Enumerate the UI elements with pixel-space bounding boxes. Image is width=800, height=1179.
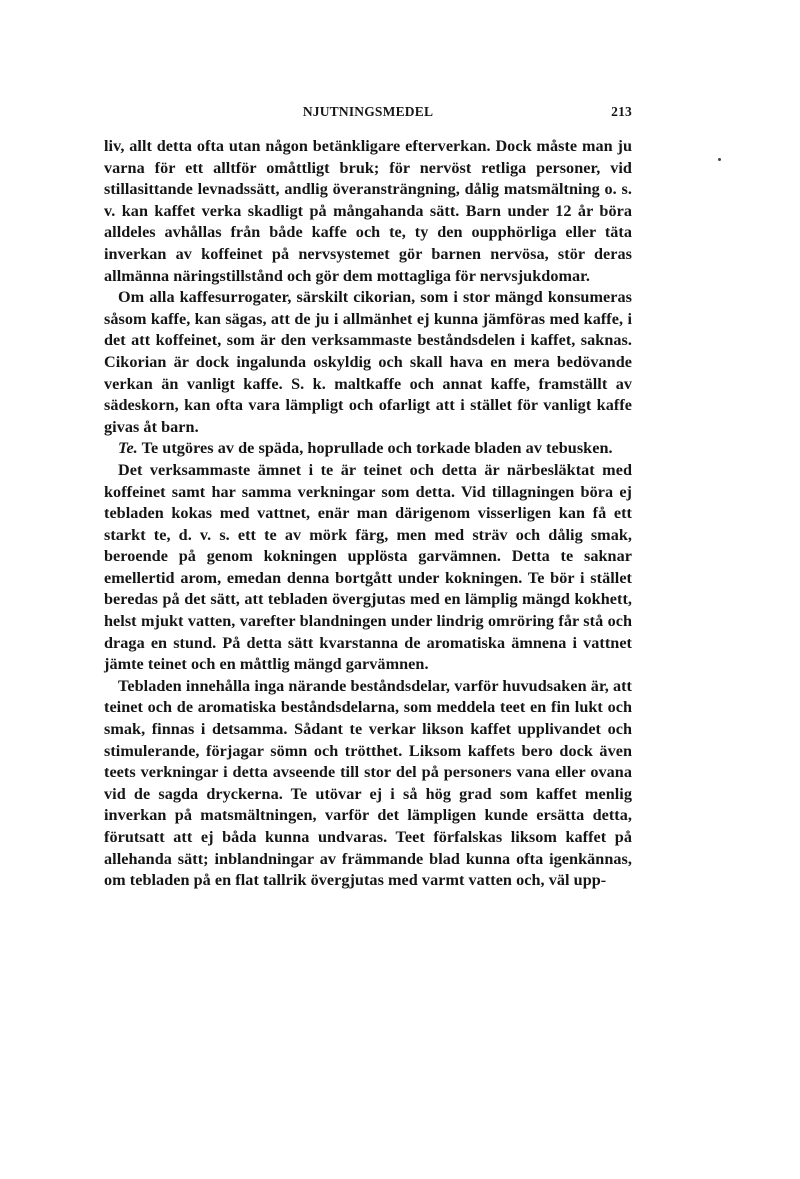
section-term-tea: Te. — [118, 439, 138, 458]
paragraph-tea-preparation — [104, 460, 632, 676]
paragraph-coffee-substitutes — [104, 287, 632, 438]
paragraph-tea-effects — [104, 676, 632, 892]
paragraph-text: Om alla kaffesurrogater, särskilt cikorian, som i stor mängd konsumeras såsom kaffe, kan sägas, att de ju i allmänhet ej kunna jämföras med kaffe, i det att koffeinet, som är den verksammaste beståndsdelen i kaffet, saknas. Cikorian är dock ingalunda oskyldig och skall hava en mera bedövande verkan än vanligt kaffe. S. k. maltkaffe och annat kaffe, framställt av sädeskorn, kan ofta vara lämpligt och ofarligt att i stället för vanligt kaffe givas åt barn. — [104, 288, 632, 436]
margin-speck — [718, 158, 721, 161]
paragraph-text: liv, allt detta ofta utan någon betänkligare efterverkan. Dock måste man ju varna för ett alltför omåttligt bruk; för nervöst retliga personer, vid stillasittande levnadssätt, andlig överansträngning, dålig matsmältning o. s. v. kan kaffet verka skadligt på mångahanda sätt. Barn under 12 år böra alldeles avhållas från både kaffe och te, ty den oupphörliga eller täta inverkan av koffeinet på nervsystemet gör barnen nervösa, stör deras allmänna näringstillstånd och gör dem mottagliga för nervsjukdomar. — [104, 137, 632, 285]
paragraph-tea-definition — [104, 438, 632, 460]
paragraph-coffee-effects — [104, 136, 632, 287]
running-head — [104, 100, 632, 124]
paragraph-text: Det verksammaste ämnet i te är teinet och detta är närbesläktat med koffeinet samt har samma verkningar som detta. Vid tillagningen böra ej tebladen kokas med vattnet, enär man därigenom visserligen kan få ett starkt te, d. v. s. ett te av mörk färg, men med sträv och dålig smak, beroende på genom kokningen upplösta garvämnen. Detta te saknar emellertid arom, emedan denna bortgått under kokningen. Te bör i stället beredas på det sätt, att tebladen övergjutas med en lämplig mängd kokhett, helst mjukt vatten, varefter blandningen under lindrig omröring får stå och draga en stund. På detta sätt kvarstanna de aromatiska ämnena i vattnet jämte teinet och en måttlig mängd garvämnen. — [104, 460, 632, 674]
paragraph-text: Tebladen innehålla inga närande beståndsdelar, varför huvudsaken är, att teinet och de aromatiska beståndsdelarna, som meddela teet en fin lukt och smak, finnas i detsamma. Sådant te verkar likson kaffet upplivandet och stimulerande, förjagar sömn och trötthet. Liksom kaffets bero dock även teets verkningar i detta avseende till stor del på personers vana eller ovana vid de sagda dryckerna. Te utövar ej i så hög grad som kaffet menlig inverkan på matsmältningen, varför det lämpligen kunde ersätta detta, förutsatt att ej båda kunna undvaras. Teet förfalskas liksom kaffet på allehanda sätt; inblandningar av främmande blad kunna ofta igenkännas, om tebladen på en flat tallrik övergjutas med varmt vatten och, väl upp- — [104, 676, 632, 890]
page-number: 213 — [611, 104, 632, 119]
running-title: NJUTNINGSMEDEL — [302, 104, 434, 119]
paragraph-text: Te utgöres av de späda, hoprullade och torkade bladen av tebusken. — [137, 439, 613, 458]
body-text — [104, 136, 632, 892]
book-page — [104, 100, 632, 892]
